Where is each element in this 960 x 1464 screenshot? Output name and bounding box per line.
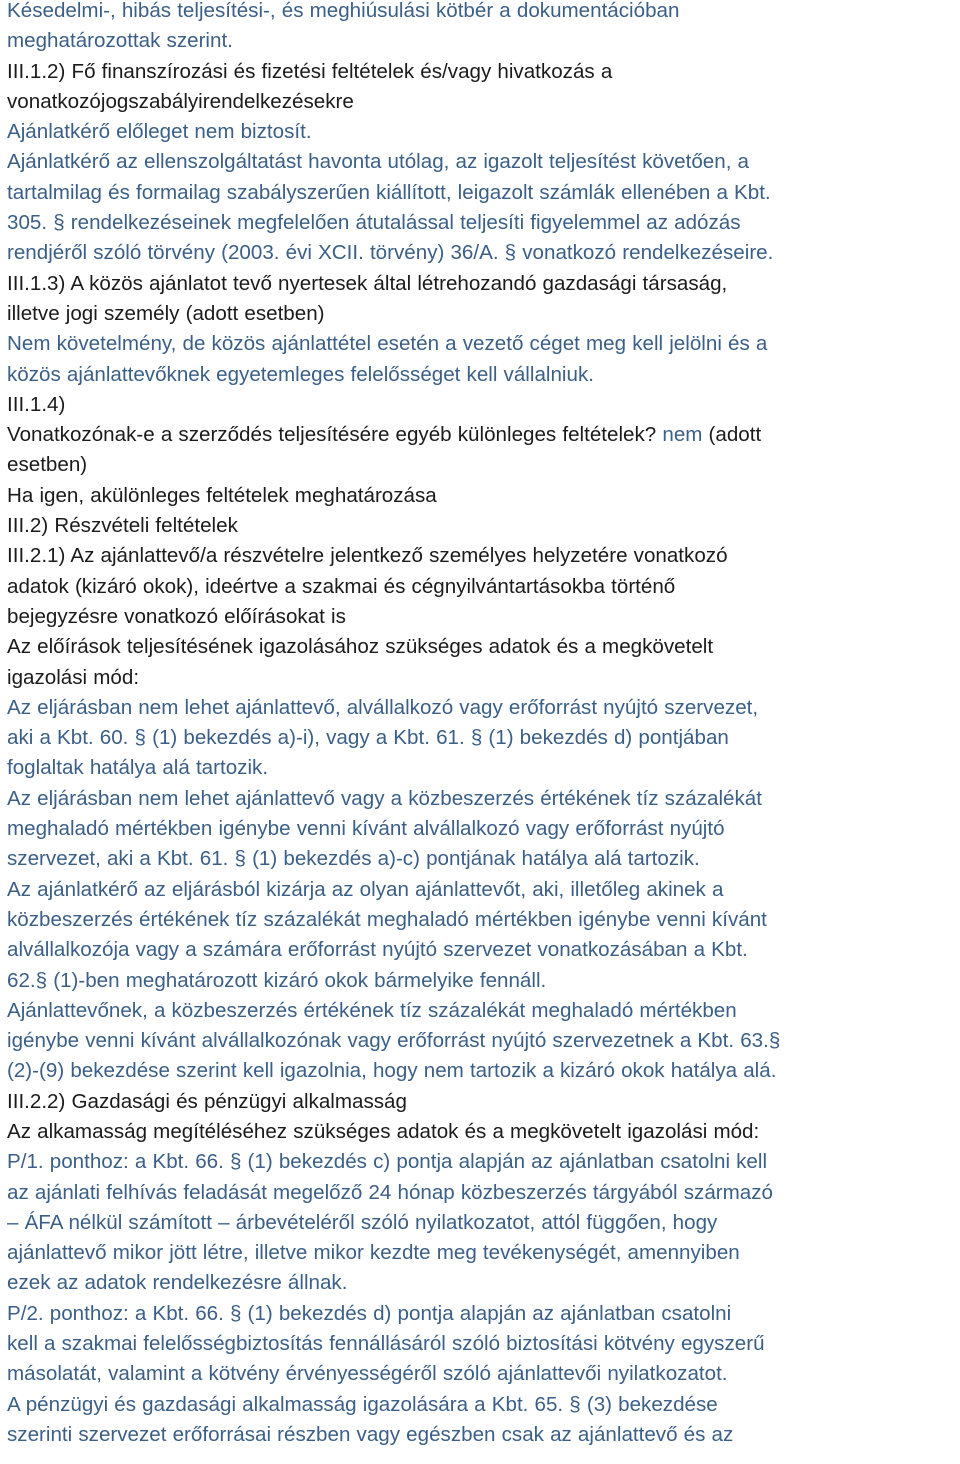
text-line (7, 208, 952, 238)
text-segment: ezek az adatok rendelkezésre állnak. (7, 1271, 348, 1295)
text-segment: Az eljárásban nem lehet ajánlattevő, alvállalkozó vagy erőforrást nyújtó szervezet, (7, 695, 759, 719)
text-line (7, 26, 952, 56)
text-line (7, 632, 952, 662)
text-segment: Az eljárásban nem lehet ajánlattevő vagy a közbeszerzés értékének tíz százalékát (7, 786, 762, 810)
text-segment: igazolási mód: (7, 665, 140, 689)
text-line (7, 935, 952, 965)
text-line (7, 0, 952, 26)
text-line (7, 450, 952, 480)
text-segment: III.1.4) (7, 392, 66, 416)
text-segment: igénybe venni kívánt alvállalkozónak vagy erőforrást nyújtó szervezetnek a Kbt. 63.§ (7, 1029, 781, 1053)
text-line (7, 844, 952, 874)
text-segment: foglaltak hatálya alá tartozik. (7, 756, 269, 780)
text-line (7, 87, 952, 117)
text-line (7, 1329, 952, 1359)
text-line (7, 1026, 952, 1056)
text-segment: tartalmilag és formailag szabályszerűen kiállított, leigazolt számlák ellenében a Kbt. (7, 180, 771, 204)
text-line (7, 996, 952, 1026)
text-segment: Ajánlatkérő előleget nem biztosít. (7, 120, 312, 144)
text-segment: P/1. ponthoz: a Kbt. 66. § (1) bekezdés c) pontja alapján az ajánlatban csatolni kell (7, 1150, 768, 1174)
text-segment: III.2) Részvételi feltételek (7, 514, 238, 538)
text-segment: III.2.2) Gazdasági és pénzügyi alkalmasság (7, 1089, 407, 1113)
text-segment: kell a szakmai felelősségbiztosítás fennállásáról szóló biztosítási kötvény egyszerű (7, 1332, 765, 1356)
text-line (7, 57, 952, 87)
text-line (7, 481, 952, 511)
text-line (7, 1056, 952, 1086)
text-line (7, 693, 952, 723)
text-line (7, 420, 952, 450)
text-segment: Vonatkozónak-e a szerződés teljesítésére egyéb különleges feltételek? (7, 423, 663, 447)
text-line (7, 178, 952, 208)
text-line (7, 663, 952, 693)
text-line (7, 875, 952, 905)
text-segment: adatok (kizáró okok), ideértve a szakmai és cégnyilvántartásokba történő (7, 574, 676, 598)
text-segment: Késedelmi-, hibás teljesítési-, és meghiúsulási kötbér a dokumentációban (7, 0, 680, 22)
text-segment: Ajánlattevőnek, a közbeszerzés értékének tíz százalékát meghaladó mértékben (7, 998, 737, 1022)
text-segment: III.1.3) A közös ajánlatot tevő nyertesek által létrehozandó gazdasági társaság, (7, 271, 728, 295)
text-segment: aki a Kbt. 60. § (1) bekezdés a)-i), vagy a Kbt. 61. § (1) bekezdés d) pontjában (7, 726, 729, 750)
text-segment: – ÁFA nélkül számított – árbevételéről szóló nyilatkozatot, attól függően, hogy (7, 1210, 718, 1234)
text-line (7, 1238, 952, 1268)
text-line (7, 966, 952, 996)
text-segment: másolatát, valamint a kötvény érvényességéről szóló ajánlattevői nyilatkozatot. (7, 1362, 728, 1386)
text-segment: ajánlattevő mikor jött létre, illetve mikor kezdte meg tevékenységét, amennyiben (7, 1241, 740, 1265)
text-line (7, 329, 952, 359)
text-segment: 305. § rendelkezéseinek megfelelően átutalással teljesíti figyelemmel az adózás (7, 211, 741, 235)
text-segment: meghatározottak szerint. (7, 29, 233, 53)
text-segment: bejegyzésre vonatkozó előírásokat is (7, 604, 346, 628)
text-segment: nem (662, 423, 703, 447)
text-segment: Ha igen, akülönleges feltételek meghatározása (7, 483, 437, 507)
text-line (7, 572, 952, 602)
text-segment: vonatkozójogszabályirendelkezésekre (7, 89, 354, 113)
text-line (7, 1117, 952, 1147)
text-segment: 62.§ (1)-ben meghatározott kizáró okok bármelyike fennáll. (7, 968, 547, 992)
text-segment: esetben) (7, 453, 88, 477)
text-segment: III.1.2) Fő finanszírozási és fizetési feltételek és/vagy hivatkozás a (7, 59, 613, 83)
text-segment: (adott (702, 423, 762, 447)
text-line (7, 511, 952, 541)
text-segment: közbeszerzés értékének tíz százalékát meghaladó mértékben igénybe venni kívánt (7, 907, 767, 931)
text-segment: Ajánlatkérő az ellenszolgáltatást havonta utólag, az igazolt teljesítést követően, a (7, 150, 749, 174)
text-line (7, 147, 952, 177)
text-segment: szerinti szervezet erőforrásai részben vagy egészben csak az ajánlattevő és az (7, 1422, 734, 1446)
text-line (7, 390, 952, 420)
text-line (7, 723, 952, 753)
text-segment: P/2. ponthoz: a Kbt. 66. § (1) bekezdés d) pontja alapján az ajánlatban csatolni (7, 1301, 732, 1325)
text-segment: meghaladó mértékben igénybe venni kívánt alvállalkozó vagy erőforrást nyújtó (7, 817, 725, 841)
text-segment: rendjéről szóló törvény (2003. évi XCII. törvény) 36/A. § vonatkozó rendelkezéseire. (7, 241, 774, 265)
text-segment: III.2.1) Az ajánlattevő/a részvételre jelentkező személyes helyzetére vonatkozó (7, 544, 728, 568)
text-line (7, 1178, 952, 1208)
text-line (7, 1390, 952, 1420)
text-segment: alvállalkozója vagy a számára erőforrást nyújtó szervezet vonatkozásában a Kbt. (7, 938, 748, 962)
text-line (7, 814, 952, 844)
document-body (7, 0, 952, 1450)
text-segment: az ajánlati felhívás feladását megelőző 24 hónap közbeszerzés tárgyából származó (7, 1180, 774, 1204)
text-line (7, 1359, 952, 1389)
text-line (7, 1208, 952, 1238)
text-line (7, 784, 952, 814)
text-segment: Az alkamasság megítéléséhez szükséges adatok és a megkövetelt igazolási mód: (7, 1119, 760, 1143)
text-line (7, 753, 952, 783)
text-segment: (2)-(9) bekezdése szerint kell igazolnia, hogy nem tartozik a kizáró okok hatálya alá. (7, 1059, 777, 1083)
text-line (7, 1420, 952, 1450)
text-line (7, 238, 952, 268)
text-line (7, 299, 952, 329)
text-line (7, 360, 952, 390)
text-segment: szervezet, aki a Kbt. 61. § (1) bekezdés a)-c) pontjának hatálya alá tartozik. (7, 847, 700, 871)
text-line (7, 602, 952, 632)
text-segment: illetve jogi személy (adott esetben) (7, 301, 325, 325)
text-line (7, 541, 952, 571)
text-segment: Nem követelmény, de közös ajánlattétel esetén a vezető céget meg kell jelölni és a (7, 332, 768, 356)
text-segment: Az ajánlatkérő az eljárásból kizárja az olyan ajánlattevőt, aki, illetőleg akinek a (7, 877, 724, 901)
text-segment: A pénzügyi és gazdasági alkalmasság igazolására a Kbt. 65. § (3) bekezdése (7, 1392, 718, 1416)
text-line (7, 905, 952, 935)
text-segment: Az előírások teljesítésének igazolásához szükséges adatok és a megkövetelt (7, 635, 714, 659)
text-line (7, 117, 952, 147)
text-line (7, 269, 952, 299)
text-line (7, 1147, 952, 1177)
text-line (7, 1087, 952, 1117)
text-line (7, 1268, 952, 1298)
text-segment: közös ajánlattevőknek egyetemleges felelősséget kell vállalniuk. (7, 362, 594, 386)
text-line (7, 1299, 952, 1329)
